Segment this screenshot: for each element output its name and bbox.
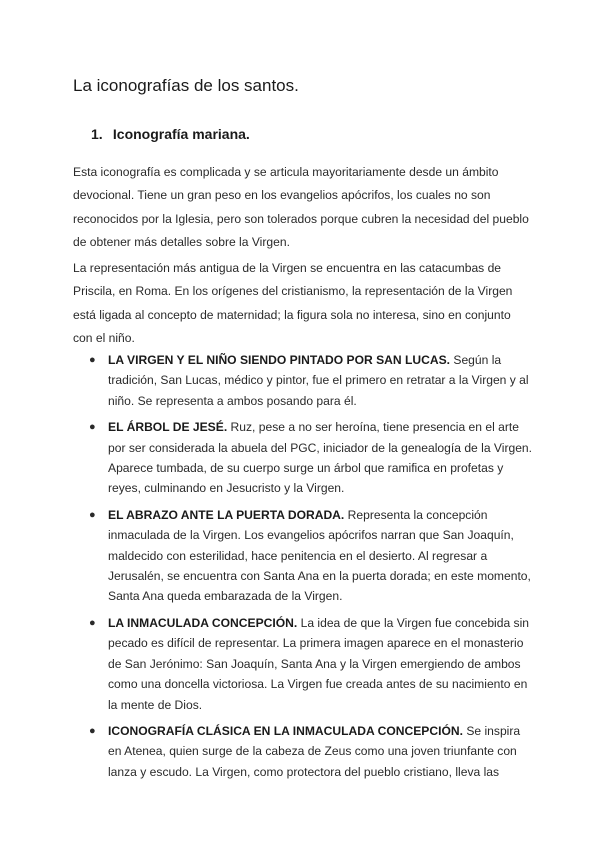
list-item: [73, 721, 533, 782]
list-item: [73, 417, 533, 499]
bullet-icon: ●: [89, 508, 96, 521]
page-title: La iconografías de los santos.: [73, 76, 299, 95]
bullet-list: [73, 350, 533, 788]
bullet-icon: ●: [89, 616, 96, 629]
list-item: [73, 505, 533, 607]
bullet-lead: EL ÁRBOL DE JESÉ.: [108, 420, 228, 435]
bullet-text: Se inspira en Atenea, quien surge de la cabeza de Zeus como una joven triunfante con lanza y escudo. La Virgen, como protectora del pueblo cristiano, lleva las: [108, 723, 521, 779]
bullet-text: Representa la concepción inmaculada de la Virgen. Los evangelios apócrifos narran que San Joaquín, maldecido con esterilidad, hace penitencia en el desierto. Al regresar a Jerusalén, se encuentra con Santa Ana en la puerta dorada; en este momento, Santa Ana queda embarazada de la Virgen.: [108, 507, 531, 604]
list-item: [73, 350, 533, 411]
paragraph: Esta iconografía es complicada y se articula mayoritariamente desde un ámbito devocional. Tiene un gran peso en los evangelios apócrifos, los cuales no son reconocidos por la Iglesia, pero son tolerados porque cubren la necesidad del pueblo de obtener más detalles sobre la Virgen.: [73, 165, 529, 250]
bullet-text: Según la tradición, San Lucas, médico y pintor, fue el primero en retratar a la Virgen y al niño. Se representa a ambos posando para él.: [108, 353, 529, 408]
section-number: 1.: [91, 126, 103, 142]
bullet-icon: ●: [89, 421, 96, 434]
bullet-lead: ICONOGRAFÍA CLÁSICA EN LA INMACULADA CONCEPCIÓN.: [108, 723, 463, 738]
section-title: Iconografía mariana.: [112, 126, 250, 142]
list-item: [73, 613, 533, 715]
bullet-lead: LA INMACULADA CONCEPCIÓN.: [108, 615, 298, 630]
bullet-lead: EL ABRAZO ANTE LA PUERTA DORADA.: [108, 507, 345, 522]
bullet-text: La idea de que la Virgen fue concebida sin pecado es difícil de representar. La primera imagen aparece en el monasterio de San Jerónimo: San Joaquín, Santa Ana y la Virgen emergiendo de ambos como una doncella victoriosa. La Virgen fue creada antes de su nacimiento en la mente de Dios.: [108, 615, 529, 712]
paragraph: La representación más antigua de la Virgen se encuentra en las catacumbas de Priscila, en Roma. En los orígenes del cristianismo, la representación de la Virgen está ligada al concepto de maternidad; la figura sola no interesa, sino en conjunto con el niño.: [73, 261, 513, 346]
bullet-icon: ●: [89, 354, 96, 366]
bullet-icon: ●: [89, 724, 96, 737]
bullet-lead: LA VIRGEN Y EL NIÑO SIENDO PINTADO POR SAN LUCAS.: [108, 353, 451, 367]
section-heading: [91, 125, 250, 143]
bullet-text: Ruz, pese a no ser heroína, tiene presencia en el arte por ser considerada la abuela del PGC, iniciador de la genealogía de la Virgen. Aparece tumbada, de su cuerpo surge un árbol que ramifica en profetas y reyes, culminando en Jesucristo y la Virgen.: [108, 420, 533, 496]
